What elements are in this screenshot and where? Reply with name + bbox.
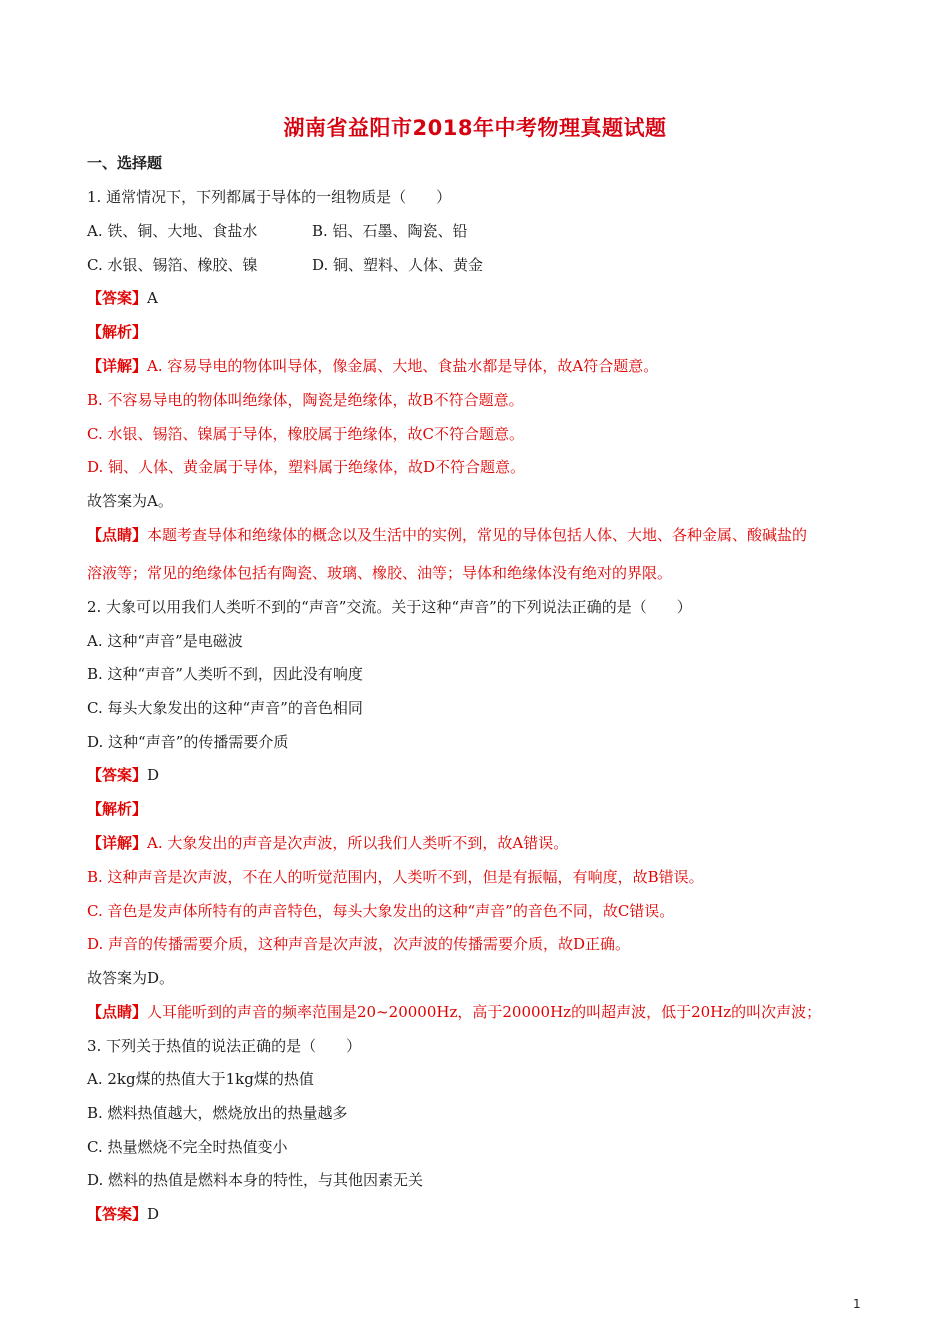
detail-text: A. 大象发出的声音是次声波，所以我们人类听不到，故A错误。 — [147, 834, 569, 852]
question-1-answer — [87, 288, 158, 308]
point-text: 人耳能听到的声音的频率范围是20~20000Hz，高于20000Hz的叫超声波，低于20Hz的叫次声波； — [147, 1003, 822, 1021]
question-1-option-b: B. 铝、石墨、陶瓷、铅 — [312, 222, 468, 240]
question-1-options-row-1 — [87, 221, 468, 241]
question-1-stem: 1. 通常情况下，下列都属于导体的一组物质是（ ） — [87, 188, 452, 206]
detail-tag: 【详解】 — [87, 834, 148, 852]
document-title: 湖南省益阳市2018年中考物理真题试题 — [283, 116, 667, 140]
point-tag: 【点睛】 — [87, 1003, 148, 1021]
question-3-option-b: B. 燃料热值越大，燃烧放出的热量越多 — [87, 1104, 348, 1122]
question-2-stem: 2. 大象可以用我们人类听不到的“声音”交流。关于这种“声音”的下列说法正确的是（ ） — [87, 598, 692, 616]
question-2-point-1 — [87, 1002, 821, 1022]
question-3-answer — [87, 1204, 159, 1224]
answer-tag: 【答案】 — [87, 289, 148, 307]
question-1-option-d: D. 铜、塑料、人体、黄金 — [312, 256, 484, 274]
question-2-conclusion: 故答案为D。 — [87, 969, 175, 987]
question-2-detail-3: C. 音色是发声体所特有的声音特色，每头大象发出的这种“声音”的音色不同，故C错误。 — [87, 902, 675, 920]
question-3-option-c: C. 热量燃烧不完全时热值变小 — [87, 1138, 288, 1156]
question-2-option-c: C. 每头大象发出的这种“声音”的音色相同 — [87, 699, 363, 717]
question-1-detail-1 — [87, 356, 658, 376]
analysis-tag: 【解析】 — [87, 323, 148, 341]
question-1-point-1 — [87, 525, 807, 545]
question-2-option-b: B. 这种“声音”人类听不到，因此没有响度 — [87, 665, 363, 683]
question-2-detail-4: D. 声音的传播需要介质，这种声音是次声波，次声波的传播需要介质，故D正确。 — [87, 935, 631, 953]
detail-text: A. 容易导电的物体叫导体，像金属、大地、食盐水都是导体，故A符合题意。 — [147, 357, 659, 375]
question-3-option-d: D. 燃料的热值是燃料本身的特性，与其他因素无关 — [87, 1171, 424, 1189]
question-1-detail-3: C. 水银、锡箔、镍属于导体，橡胶属于绝缘体，故C不符合题意。 — [87, 425, 524, 443]
answer-tag: 【答案】 — [87, 1205, 148, 1223]
question-1-options-row-2 — [87, 255, 484, 275]
question-3-stem: 3. 下列关于热值的说法正确的是（ ） — [87, 1037, 362, 1055]
analysis-tag: 【解析】 — [87, 800, 148, 818]
question-2-analysis — [87, 799, 147, 819]
question-1-analysis — [87, 322, 147, 342]
question-2-detail-2: B. 这种声音是次声波，不在人的听觉范围内，人类听不到，但是有振幅，有响度，故B错误。 — [87, 868, 704, 886]
question-2-detail-1 — [87, 833, 568, 853]
point-text: 本题考查导体和绝缘体的概念以及生活中的实例，常见的导体包括人体、大地、各种金属、酸碱盐的 — [147, 526, 808, 544]
question-1-point-2: 溶液等；常见的绝缘体包括有陶瓷、玻璃、橡胶、油等；导体和绝缘体没有绝对的界限。 — [87, 564, 673, 582]
detail-tag: 【详解】 — [87, 357, 148, 375]
question-3-option-a: A. 2kg煤的热值大于1kg煤的热值 — [87, 1070, 314, 1088]
question-2-answer — [87, 765, 159, 785]
point-tag: 【点睛】 — [87, 526, 148, 544]
question-1-detail-4: D. 铜、人体、黄金属于导体，塑料属于绝缘体，故D不符合题意。 — [87, 458, 526, 476]
question-2-option-d: D. 这种“声音”的传播需要介质 — [87, 733, 289, 751]
page-number: 1 — [853, 1297, 861, 1311]
answer-value: A — [147, 289, 158, 307]
question-2-option-a: A. 这种“声音”是电磁波 — [87, 632, 243, 650]
answer-value: D — [147, 1205, 160, 1223]
question-1-option-c: C. 水银、锡箔、橡胶、镍 — [87, 256, 258, 274]
question-1-detail-2: B. 不容易导电的物体叫绝缘体，陶瓷是绝缘体，故B不符合题意。 — [87, 391, 524, 409]
question-1-conclusion: 故答案为A。 — [87, 492, 173, 510]
question-1-option-a: A. 铁、铜、大地、食盐水 — [87, 222, 258, 240]
answer-tag: 【答案】 — [87, 766, 148, 784]
section-heading: 一、选择题 — [87, 154, 163, 172]
answer-value: D — [147, 766, 160, 784]
